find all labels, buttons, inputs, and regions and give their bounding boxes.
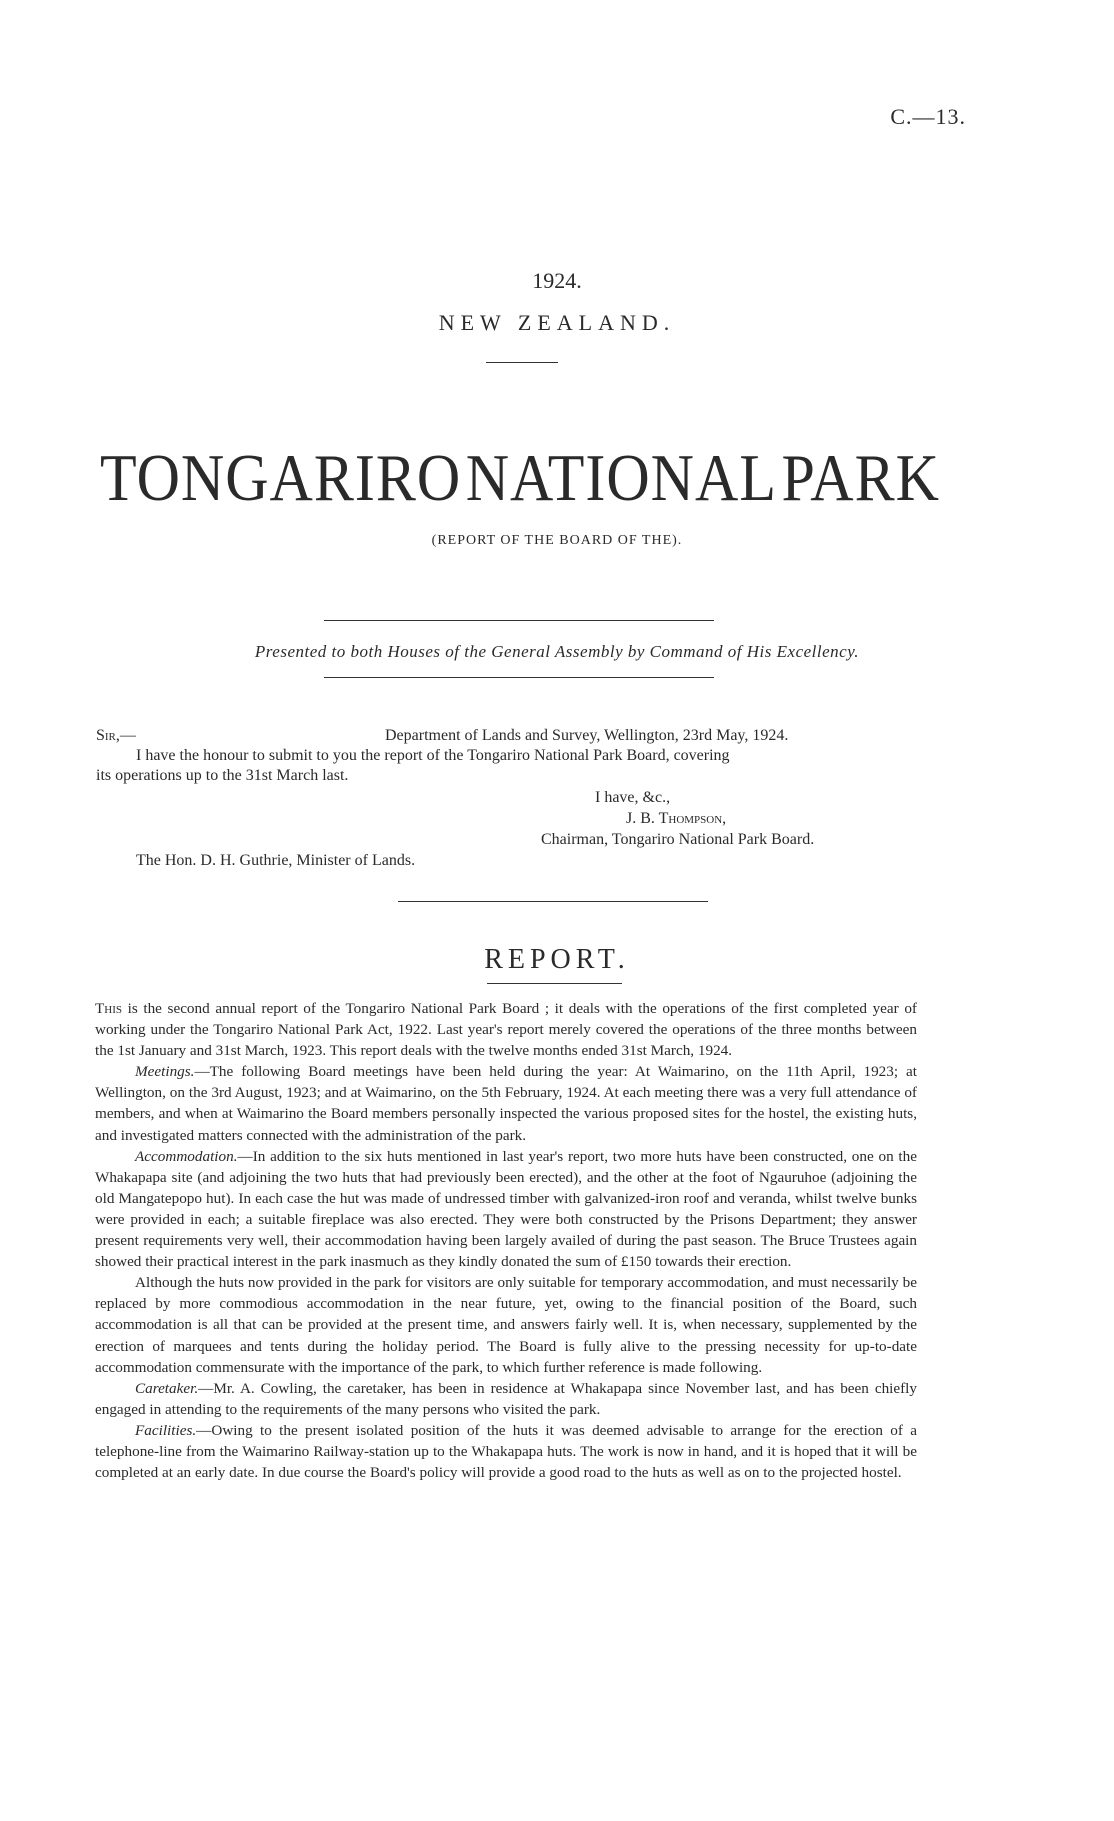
meetings-text: —The following Board meetings have been held during the year: At Waimarino, on the 11th April, 1923; at Wellington, on the 3rd August, 1923; and at Waimarino, on the 5th February, 1924. At each meeting there was a very full attendance of members, and when at Waimarino the Board members personally inspected the various proposed sites for the hostel, the existing huts, and investigated matters connected with the administration of the park. [95,1063,917,1144]
caretaker-text: —Mr. A. Cowling, the caretaker, has been in residence at Whakapapa since November last, and has been chiefly engaged in attending to the requirements of the many persons who visited the park. [95,1379,917,1418]
title-word-3: PARK [781,440,940,515]
paragraph-accommodation [95,1146,917,1273]
paragraph-meetings [95,1061,917,1145]
accommodation-lead: Accommodation. [135,1147,238,1165]
presented-line: Presented to both Houses of the General Assembly by Command of His Excellency. [254,642,860,661]
letter-signatory-title: Chairman, Tongariro National Park Board. [541,831,815,848]
title-word-1: TONGARIRO [100,440,462,515]
letter-salutation: Sir,— [96,727,136,744]
document-title [100,440,940,515]
intro-text: is the second annual report of the Tongariro National Park Board ; it deals with the operations of the first completed year of working under the Tongariro National Park Act, 1922. Last year's report merely covered the operations of the three months between the 1st January and 31st March, 1923. This report deals with the twelve months ended 31st March, 1924. [95,1000,917,1060]
divider-report [487,983,622,984]
divider-short [486,362,558,363]
report-body [95,998,917,1483]
letter-body-line-1: I have the honour to submit to you the report of the Tongariro National Park Board, covering [136,747,730,764]
meetings-lead: Meetings. [135,1063,195,1081]
accommodation-text: —In addition to the six huts mentioned in last year's report, two more huts have been constructed, one on the Whakapapa site (and adjoining the two huts that had previously been erected), and the other at the foot of Ngauruhoe (adjoining the old Mangatepopo hut). In each case the hut was made of undressed timber with galvanized-iron roof and veranda, whilst twelve bunks were provided in each; a suitable fireplace was also erected. They were both constructed by the Prisons Department; they answer present requirements very well, their accommodation having been largely availed of during the past season. The Bruce Trustees again showed their practical interest in the park inasmuch as they kindly donated the sum of £150 towards their erection. [95,1147,917,1271]
letter-addressee: The Hon. D. H. Guthrie, Minister of Lands. [136,852,416,869]
facilities-text: —Owing to the present isolated position of the huts it was deemed advisable to arrange for the erection of a telephone-line from the Waimarino Railway-station up to the Whakapapa huts. The work is now in hand, and it is hoped that it will be completed at an early date. In due course the Board's policy will provide a good road to the huts as well as on to the projected hostel. [95,1421,917,1482]
document-subtitle: (REPORT OF THE BOARD OF THE). [431,533,683,548]
although-text: Although the huts now provided in the park for visitors are only suitable for temporary accommodation, and must necessarily be replaced by more commodious accommodation in the near future, yet, owing to the financial position of the Board, such accommodation is all that can be provided at the present time, and answers fairly well. It is, when necessary, supplemented by the erection of marquees and tents during the holiday period. The Board is fully alive to the pressing necessity for up-to-date accommodation commensurate with the importance of the park, to which further reference is made following. [95,1274,917,1376]
report-heading: REPORT. [484,944,630,975]
divider-letter-bottom [398,901,708,902]
report-year: 1924. [532,268,582,293]
paragraph-facilities [95,1420,917,1483]
paragraph-caretaker [95,1378,917,1420]
paragraph-although [95,1272,917,1377]
intro-lead: This [95,1000,123,1017]
title-word-2: NATIONAL [465,440,777,515]
letter-body-line-2: its operations up to the 31st March last. [96,767,349,784]
divider-presented-top [324,620,714,621]
country-heading: NEW ZEALAND. [438,310,676,335]
letter-address-date: Department of Lands and Survey, Wellington, 23rd May, 1924. [385,727,789,744]
letter-signatory-name: J. B. Thompson, [626,810,727,827]
letter-closing: I have, &c., [595,789,671,806]
page-reference: C.—13. [890,104,966,129]
paragraph-intro [95,998,917,1061]
facilities-lead: Facilities. [135,1421,197,1439]
caretaker-lead: Caretaker. [135,1379,199,1397]
divider-presented-bottom [324,677,714,678]
